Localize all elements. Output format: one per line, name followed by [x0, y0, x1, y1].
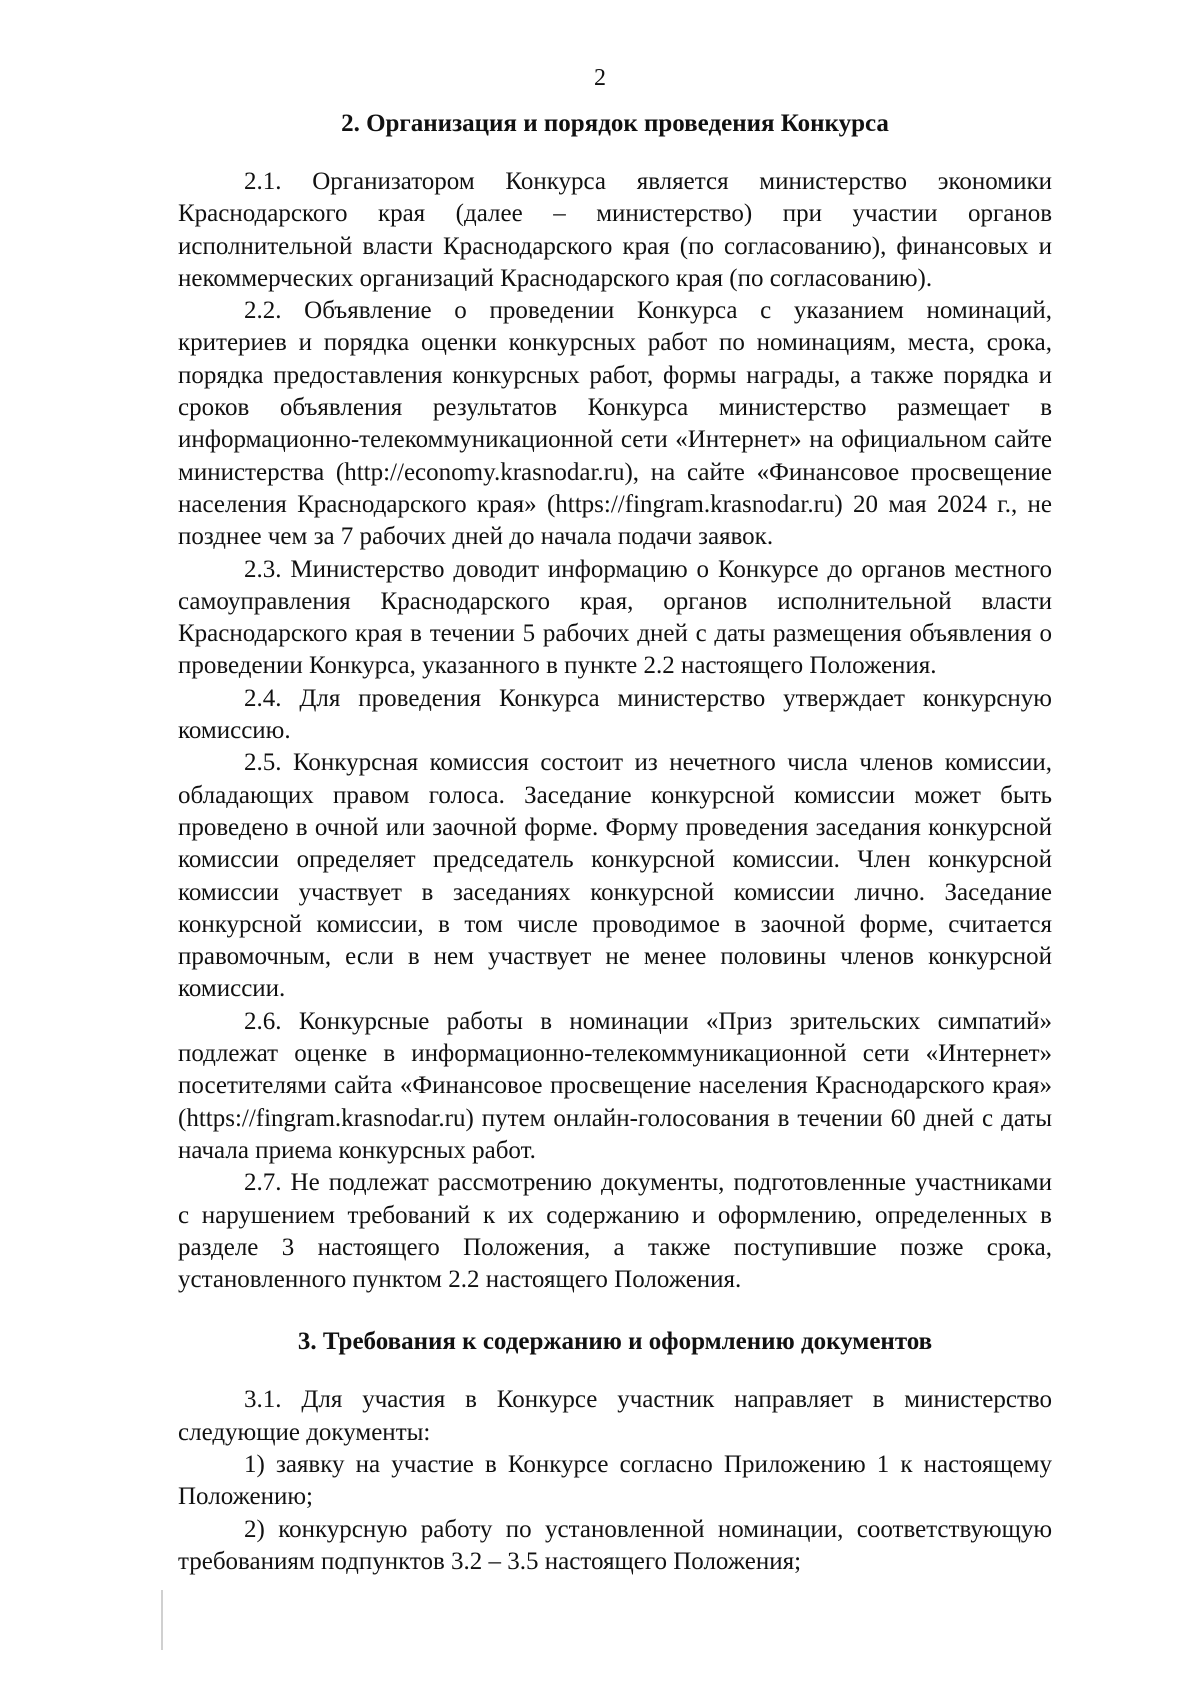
paragraph-2-4: 2.4. Для проведения Конкурса министерство утверждает конкурсную комиссию. — [178, 684, 1052, 745]
section-heading-organization: 2. Организация и порядок проведения Конкурса — [341, 110, 889, 137]
list-item-1: 1) заявку на участие в Конкурсе согласно Приложению 1 к настоящему Положению; — [178, 1450, 1052, 1511]
document-body — [178, 108, 1052, 1578]
paragraph-2-3: 2.3. Министерство доводит информацию о Конкурсе до органов местного самоуправления Краснодарского края, органов исполнительной власти Краснодарского края в течении 5 рабочих дней с даты размещения объявления о проведении Конкурса, указанного в пункте 2.2 настоящего Положения. — [178, 555, 1052, 680]
page-number: 2 — [594, 65, 606, 91]
paragraph-2-5: 2.5. Конкурсная комиссия состоит из нечетного числа членов комиссии, обладающих правом голоса. Заседание конкурсной комиссии может быть проведено в очной или заочной форме. Форму проведения заседания конкурсной комиссии определяет председатель конкурсной комиссии. Член конкурсной комиссии участвует в заседаниях конкурсной комиссии лично. Заседание конкурсной комиссии, в том числе проводимое в заочной форме, считается правомочным, если в нем участвует не менее половины членов конкурсной комиссии. — [178, 749, 1052, 1003]
list-item-2: 2) конкурсную работу по установленной номинации, соответствующую требованиям подпунктов 3.2 – 3.5 настоящего Положения; — [178, 1515, 1052, 1575]
paragraph-2-1: 2.1. Организатором Конкурса является министерство экономики Краснодарского края (далее – министерство) при участии органов исполнительной власти Краснодарского края (по согласованию), финансовых и некоммерческих организаций Краснодарского края (по согласованию). — [178, 168, 1052, 292]
paragraph-2-2: 2.2. Объявление о проведении Конкурса с указанием номинаций, критериев и порядка оценки конкурсных работ по номинациям, места, срока, порядка предоставления конкурсных работ, формы награды, а также порядка и сроков объявления результатов Конкурса министерство размещает в информационно-телекоммуникационной сети «Интернет» на официальном сайте министерства (http://economy.krasnodar.ru), на сайте «Финансовое просвещение населения Краснодарского края» (https://fingram.krasnodar.ru) 20 мая 2024 г., не позднее чем за 7 рабочих дней до начала подачи заявок. — [178, 297, 1052, 551]
paragraph-2-7: 2.7. Не подлежат рассмотрению документы, подготовленные участниками с нарушением требований к их содержанию и оформлению, определенных в разделе 3 настоящего Положения, а также поступившие позже срока, установленного пунктом 2.2 настоящего Положения. — [178, 1169, 1052, 1294]
scan-margin-mark — [161, 1590, 163, 1650]
paragraph-3-1: 3.1. Для участия в Конкурсе участник направляет в министерство следующие документы: — [178, 1386, 1052, 1446]
section-heading-requirements: 3. Требования к содержанию и оформлению документов — [297, 1328, 933, 1356]
paragraph-2-6: 2.6. Конкурсные работы в номинации «Приз зрительских симпатий» подлежат оценке в информационно-телекоммуникационной сети «Интернет» посетителями сайта «Финансовое просвещение населения Краснодарского края» (https://fingram.krasnodar.ru) путем онлайн-голосования в течении 60 дней с даты начала приема конкурсных работ. — [178, 1007, 1052, 1164]
